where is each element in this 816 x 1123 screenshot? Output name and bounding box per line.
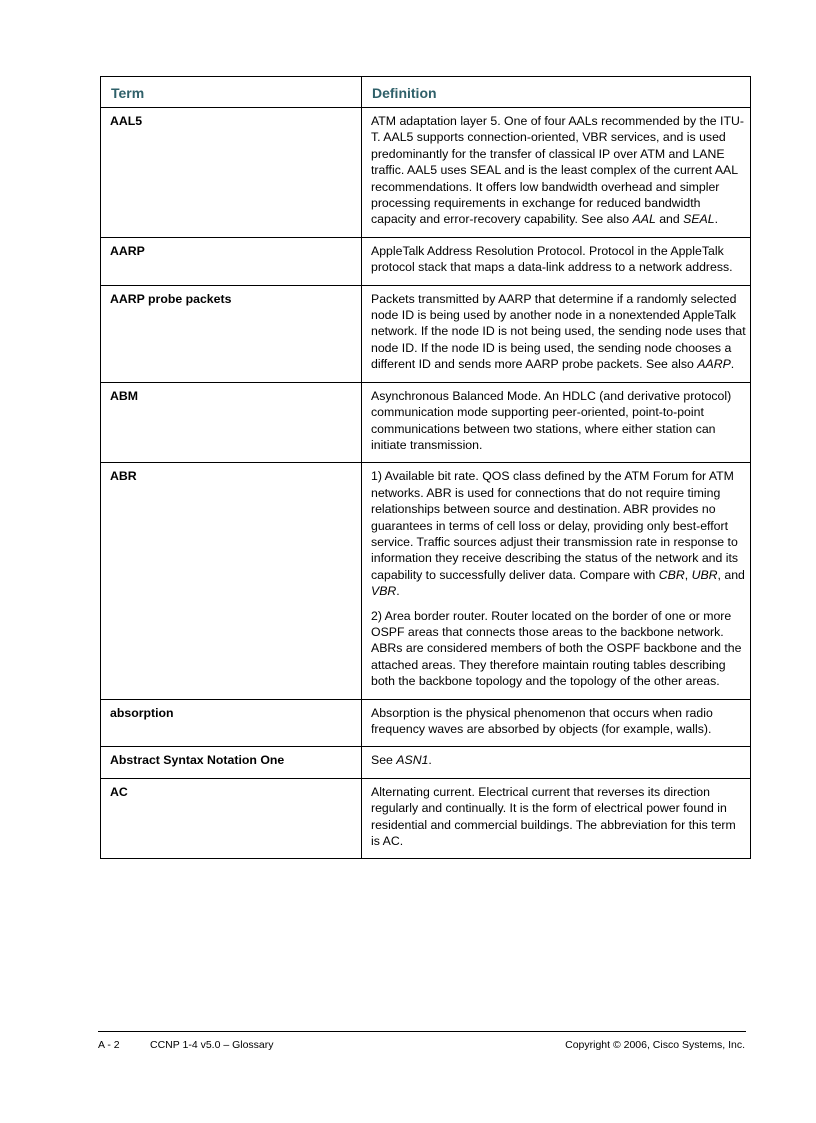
cross-reference-term: AARP: [697, 357, 731, 372]
table-row: [101, 778, 751, 859]
glossary-definition: [362, 463, 751, 699]
definition-text: 1) Available bit rate. QOS class defined by the ATM Forum for ATM networks. ABR is used for connections that do not require timing relationships between source and destination. ABR provides no guarantees in terms of cell loss or delay, providing only best-effort service. Traffic sources adjust their transmission rate in response to information they receive describing the status of the network and its capability to successfully deliver data. Compare with: [371, 469, 739, 582]
definition-text: Packets transmitted by AARP that determine if a randomly selected node ID is being used by another node in a nonextended AppleTalk network. If the node ID is not being used, the sending node uses that node ID. If the node ID is being used, the sending node chooses a different ID and sends more AARP probe packets. See also: [371, 291, 746, 372]
glossary-term: Abstract Syntax Notation One: [101, 747, 362, 778]
definition-text: Absorption is the physical phenomenon that occurs when radio frequency waves are absorbed by objects (for example, walls).: [371, 705, 713, 736]
cross-reference-term: ASN1: [396, 753, 429, 768]
glossary-term: ABR: [101, 463, 362, 699]
cross-reference-term: CBR: [658, 567, 685, 582]
table-header-row: [101, 77, 751, 108]
glossary-definition: [362, 237, 751, 285]
definition-paragraph: [371, 243, 748, 276]
definition-text: , and: [717, 567, 745, 582]
glossary-term: absorption: [101, 699, 362, 747]
definition-text: .: [714, 212, 719, 227]
definition-paragraph: [371, 705, 748, 738]
glossary-definition: [362, 285, 751, 382]
table-row: [101, 285, 751, 382]
definition-paragraph: [371, 113, 748, 228]
definition-text: and: [655, 212, 684, 227]
glossary-definition: [362, 108, 751, 238]
definition-paragraph: [371, 468, 748, 599]
glossary-body: [101, 108, 751, 859]
definition-paragraph: [371, 608, 748, 690]
term-column-header: Term: [101, 77, 362, 108]
table-row: [101, 463, 751, 699]
footer-divider: [98, 1031, 746, 1032]
cross-reference-term: UBR: [691, 567, 718, 582]
definition-text: .: [396, 584, 400, 599]
definition-text: .: [428, 753, 432, 768]
definition-paragraph: [371, 752, 748, 768]
cross-reference-term: AAL: [632, 212, 656, 227]
definition-paragraph: [371, 784, 748, 850]
definition-text: AppleTalk Address Resolution Protocol. Protocol in the AppleTalk protocol stack that maps a data-link address to a network address.: [371, 243, 733, 275]
table-row: [101, 237, 751, 285]
definition-text: ATM adaptation layer 5. One of four AALs recommended by the ITU-T. AAL5 supports connection-oriented, VBR services, and is used predominantly for the transfer of classical IP over ATM and LANE traffic. AAL5 uses SEAL and is the least complex of the current AAL recommendations. It offers low bandwidth overhead and simpler processing requirements in exchange for reduced bandwidth capacity and error-recovery capability. See also: [371, 114, 744, 227]
definition-text: See: [371, 753, 397, 768]
footer-document-title: CCNP 1-4 v5.0 – Glossary: [150, 1039, 274, 1051]
glossary-term: AAL5: [101, 108, 362, 238]
definition-text: ,: [684, 567, 692, 582]
cross-reference-term: VBR: [371, 584, 397, 599]
definition-text: Asynchronous Balanced Mode. An HDLC (and derivative protocol) communication mode supporting peer-oriented, point-to-point communications between two stations, where either station can initiate transmission.: [371, 388, 732, 452]
cross-reference-term: SEAL: [683, 212, 715, 227]
glossary-term: AARP: [101, 237, 362, 285]
footer-page-number: A - 2: [98, 1039, 120, 1051]
table-row: [101, 699, 751, 747]
table-row: [101, 747, 751, 778]
glossary-term: AC: [101, 778, 362, 859]
definition-text: Alternating current. Electrical current that reverses its direction regularly and continually. It is the form of electrical power found in residential and commercial buildings. The abbreviation for this term is AC.: [371, 784, 736, 849]
glossary-definition: [362, 382, 751, 463]
glossary-term: AARP probe packets: [101, 285, 362, 382]
definition-paragraph: [371, 291, 748, 373]
definition-column-header: Definition: [362, 77, 751, 108]
table-row: [101, 108, 751, 238]
table-row: [101, 382, 751, 463]
footer-copyright: Copyright © 2006, Cisco Systems, Inc.: [565, 1039, 745, 1051]
definition-paragraph: [371, 388, 748, 454]
glossary-definition: [362, 747, 751, 778]
glossary-definition: [362, 778, 751, 859]
glossary-definition: [362, 699, 751, 747]
glossary-table: [100, 76, 751, 859]
glossary-term: ABM: [101, 382, 362, 463]
definition-text: 2) Area border router. Router located on the border of one or more OSPF areas that connects those areas to the backbone network. ABRs are considered members of both the OSPF backbone and the attached areas. They therefore maintain routing tables describing both the backbone topology and the topology of the other areas.: [371, 608, 742, 689]
definition-text: .: [730, 357, 735, 372]
